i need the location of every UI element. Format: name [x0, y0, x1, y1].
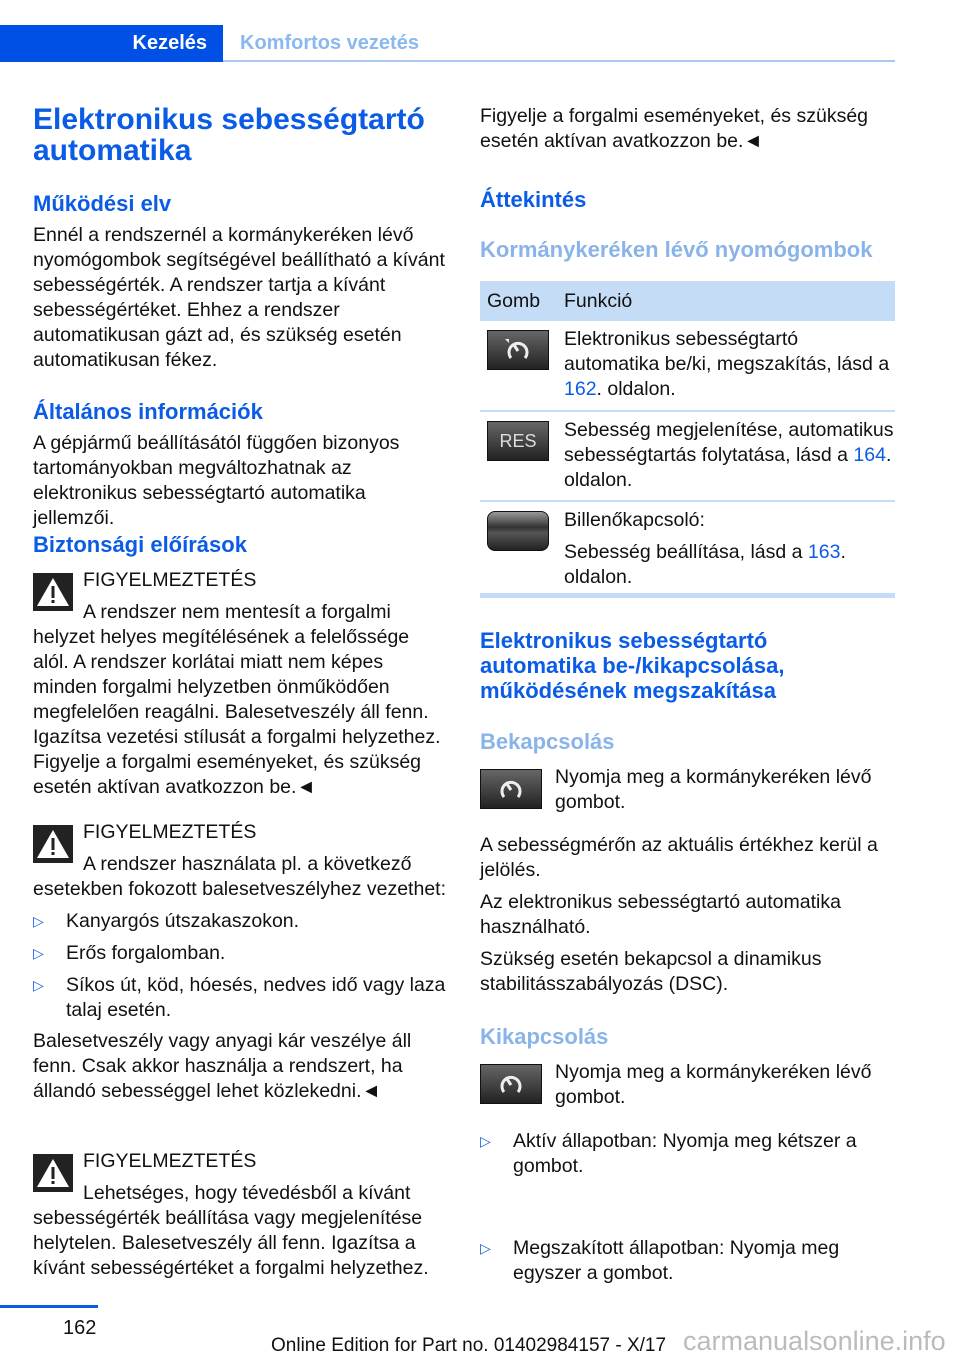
rocker-switch-icon	[487, 511, 549, 551]
function-text: Elektronikus sebességtartó automatika be/ki, megszakítás, lásd a 162. oldalon.	[564, 328, 890, 400]
tab-komfortos-vezetes[interactable]: Komfortos vezetés	[240, 32, 419, 54]
warning-icon	[33, 825, 73, 863]
section-title: Működési elv	[33, 191, 172, 216]
bullet-triangle-icon: ▷	[33, 977, 44, 993]
paragraph: Az elektronikus sebességtartó automatika használható.	[480, 891, 841, 938]
warning-icon	[33, 1154, 73, 1192]
paragraph: Szükség esetén bekapcsol a dinamikus stabilitásszabályozás (DSC).	[480, 948, 822, 995]
column-header: Gomb	[487, 289, 541, 312]
list-item-text: Erős forgalomban.	[66, 942, 226, 964]
warning-text: A rendszer nem mentesít a forgalmi helyzet helyes megítélésének a felelőssége alól. A rendszer korlátai miatt nem képes minden forgalmi helyzetben önműködően megfelelően reagálni. Balesetveszély áll fenn. Igazítsa vezetési stílusát a forgalmi helyzethez. Figyelje a forgalmi eseményeket, és szükség esetén aktívan avatkozzon be.◄	[33, 601, 441, 798]
function-text: Billenőkapcsoló: Sebesség beállítása, lásd a 163. oldalon.	[564, 509, 846, 588]
tab-kezeles[interactable]: Kezelés	[0, 25, 223, 62]
cruise-control-button-icon	[480, 1064, 542, 1104]
warning-text: A rendszer használata pl. a következő esetekben fokozott balesetveszélyhez vezethet:	[33, 853, 447, 900]
list-item	[33, 941, 448, 966]
page-title: Elektronikus sebességtartó automatika	[33, 103, 425, 167]
table-row	[480, 321, 895, 412]
res-button-icon: RES	[487, 421, 549, 461]
column-header: Funkció	[564, 289, 633, 312]
paragraph: Figyelje a forgalmi eseményeket, és szükség esetén aktívan avatkozzon be.◄	[480, 105, 869, 152]
section-title: Áttekintés	[480, 187, 587, 212]
page-link[interactable]: 163	[807, 541, 841, 563]
list-item	[33, 973, 448, 1023]
watermark: carmanualsonline.info	[683, 1326, 946, 1356]
header-divider	[223, 60, 895, 62]
warning-label: FIGYELMEZTETÉS	[83, 821, 257, 843]
warning-1	[33, 568, 448, 800]
paragraph: A gépjármű beállításától függően bizonyos tartományokban megváltozhatnak az elektronikus sebességtartó automatika jellemzői.	[33, 432, 400, 529]
warning-icon	[33, 573, 73, 611]
paragraph: A sebességmérőn az aktuális értékhez kerül a jelölés.	[480, 834, 878, 881]
cruise-control-button-icon	[480, 769, 542, 809]
warning-3	[33, 1149, 448, 1281]
paragraph: Nyomja meg a kormánykeréken lévő gombot.	[555, 1061, 872, 1108]
list-item	[480, 1236, 895, 1286]
table-row	[480, 502, 895, 598]
page-number: 162	[63, 1317, 97, 1339]
subsection-title: Kikapcsolás	[480, 1024, 609, 1049]
warning-label: FIGYELMEZTETÉS	[83, 1150, 257, 1172]
table-row	[480, 412, 895, 502]
section-title: Elektronikus sebességtartó automatika be-/kikapcsolása, működésének megszakítása	[480, 628, 785, 703]
list-item-text: Aktív állapotban: Nyomja meg kétszer a gombot.	[513, 1130, 857, 1177]
paragraph: Ennél a rendszernél a kormánykeréken lévő nyomógombok segítségével beállítható a kívánt sebességérték. A rendszer tartja a kívánt sebességértéket. Ehhez a rendszer automatikusan gázt ad, és szükség esetén automatikusan fékez.	[33, 224, 445, 371]
function-text: Sebesség megjelenítése, automatikus sebességtartás folytatása, lásd a 164. oldalon.	[564, 419, 894, 491]
paragraph: Nyomja meg a kormánykeréken lévő gombot.	[555, 766, 872, 813]
bullet-triangle-icon: ▷	[480, 1133, 491, 1149]
edition-text: Online Edition for Part no. 01402984157 - X/17	[271, 1335, 667, 1356]
bullet-triangle-icon: ▷	[480, 1240, 491, 1256]
table-header	[480, 281, 895, 321]
bullet-triangle-icon: ▷	[33, 945, 44, 961]
warning-2	[33, 820, 448, 1104]
list-item	[480, 1129, 895, 1179]
paragraph: Balesetveszély vagy anyagi kár veszélye áll fenn. Csak akkor használja a rendszert, ha állandó sebességgel lehet közlekedni.◄	[33, 1030, 412, 1102]
page-link[interactable]: 164	[853, 444, 886, 466]
subsection-title: Kormánykeréken lévő nyomógombok	[480, 237, 873, 262]
warning-label: FIGYELMEZTETÉS	[83, 569, 257, 591]
buttons-table	[480, 281, 895, 598]
section-title: Általános információk	[33, 399, 263, 424]
list-item-text: Kanyargós útszakaszokon.	[66, 910, 300, 932]
subsection-title: Bekapcsolás	[480, 729, 615, 754]
cruise-control-button-icon	[487, 330, 549, 370]
list-item-text: Megszakított állapotban: Nyomja meg egyszer a gombot.	[513, 1237, 840, 1284]
list-item-text: Síkos út, köd, hóesés, nedves idő vagy laza talaj esetén.	[66, 974, 446, 1021]
bullet-triangle-icon: ▷	[33, 913, 44, 929]
warning-text: Lehetséges, hogy tévedésből a kívánt sebességérték beállítása vagy megjelenítése helytelen. Balesetveszély áll fenn. Igazítsa a kívánt sebességértéket a forgalmi helyzethez.	[33, 1182, 429, 1279]
footer-divider	[0, 1305, 98, 1308]
section-title: Biztonsági előírások	[33, 532, 247, 557]
list-item	[33, 909, 448, 934]
page-link[interactable]: 162	[564, 378, 597, 400]
